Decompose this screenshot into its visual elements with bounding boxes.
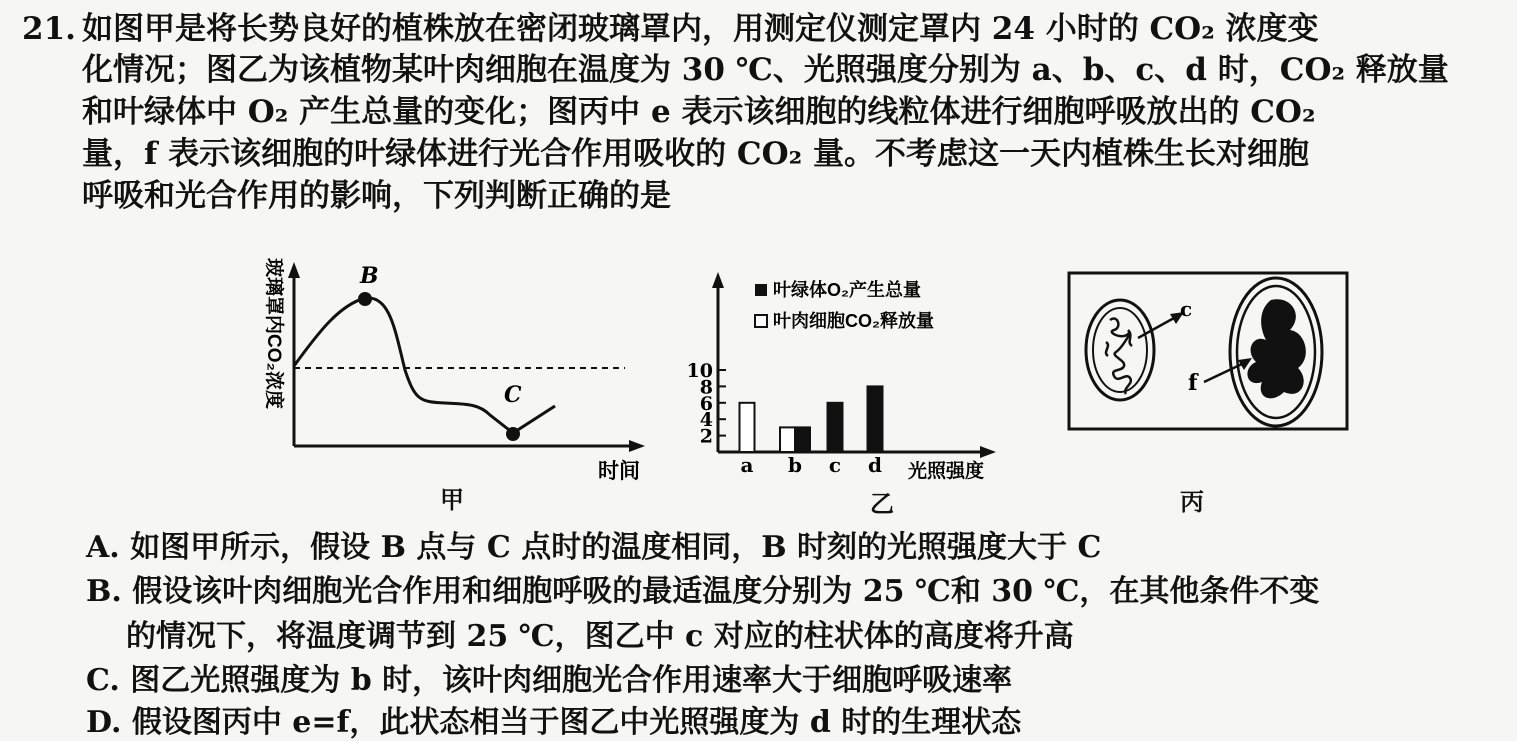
question-number: 21. — [22, 11, 76, 47]
stem-line-4: 量，f 表示该细胞的叶绿体进行光合作用吸收的 CO₂ 量。不考虑这一天内植株生长对细胞 — [82, 136, 1309, 172]
jia-xlabel: 时间 — [598, 458, 640, 483]
option-d-text: 假设图丙中 e=f，此状态相当于图乙中光照强度为 d 时的生理状态 — [131, 705, 1022, 740]
option-c-text: 图乙光照强度为 b 时，该叶肉细胞光合作用速率大于细胞呼吸速率 — [130, 663, 1013, 698]
figure-yi — [686, 262, 1020, 492]
yi-y-tick-label: 10 — [686, 360, 713, 382]
yi-category-label-d: d — [868, 453, 882, 477]
option-a — [86, 522, 1101, 566]
yi-y-tick-label: 4 — [699, 409, 713, 432]
option-c-letter: C. — [86, 663, 120, 698]
yi-bar-total-b — [795, 427, 810, 452]
yi-bar-total-d — [868, 386, 883, 452]
yi-bar-release-b — [780, 427, 795, 452]
option-a-letter: A. — [86, 530, 120, 565]
yi-caption: 乙 — [870, 489, 894, 518]
stem-line-3: 和叶绿体中 O₂ 产生总量的变化；图丙中 e 表示该细胞的线粒体进行细胞呼吸放出的 CO₂ — [82, 94, 1316, 130]
jia-point-c-label: C — [504, 382, 522, 408]
option-a-text: 如图甲所示，假设 B 点与 C 点时的温度相同，B 时刻的光照强度大于 C — [130, 530, 1102, 565]
figure-bing — [1066, 270, 1352, 434]
yi-y-tick-label: 6 — [699, 392, 713, 415]
mitochondrion-cristae — [1106, 319, 1132, 394]
yi-y-tick-label: 2 — [699, 425, 713, 448]
option-c — [86, 655, 1012, 699]
yi-y-arrow — [712, 272, 724, 288]
jia-y-arrow — [288, 262, 300, 278]
yi-x-arrow — [980, 446, 996, 458]
stem-line-1: 如图甲是将长势良好的植株放在密闭玻璃罩内，用测定仪测定罩内 24 小时的 CO₂ 浓度变 — [82, 11, 1319, 47]
stem-line-5: 呼吸和光合作用的影响，下列判断正确的是 — [82, 178, 671, 214]
yi-category-label-a: a — [740, 453, 754, 477]
jia-point-c-dot — [506, 427, 520, 441]
yi-legend-total-label: 叶绿体O₂产生总量 — [773, 280, 921, 300]
jia-point-b-dot — [358, 292, 372, 306]
jia-ylabel: 玻璃罩内CO₂浓度 — [263, 258, 284, 409]
option-b — [86, 566, 1319, 610]
arrow-f — [1204, 364, 1242, 382]
bing-label-f: f — [1188, 370, 1198, 396]
jia-caption: 甲 — [440, 485, 464, 514]
option-b-text-line2: 的情况下，将温度调节到 25 ℃，图乙中 c 对应的柱状体的高度将升高 — [126, 619, 1074, 654]
yi-legend-total-swatch — [755, 284, 767, 296]
stem-line-2: 化情况；图乙为该植物某叶肉细胞在温度为 30 ℃、光照强度分别为 a、b、c、d 时，CO₂ 释放量 — [82, 52, 1449, 88]
yi-bar-release-a — [740, 403, 755, 452]
option-b-letter: B. — [86, 574, 122, 609]
option-b-text: 假设该叶肉细胞光合作用和细胞呼吸的最适温度分别为 25 ℃和 30 ℃，在其他条件不变 — [132, 574, 1320, 609]
yi-bar-total-c — [828, 403, 843, 452]
yi-legend-release-swatch — [755, 315, 767, 327]
option-b-continued — [126, 611, 1074, 655]
bing-caption: 丙 — [1180, 487, 1204, 516]
jia-co2-curve — [294, 298, 555, 433]
yi-category-label-b: b — [788, 453, 802, 477]
figure-jia — [240, 250, 660, 500]
option-d — [86, 697, 1021, 741]
chloroplast-thylakoid — [1247, 299, 1305, 398]
yi-xlabel: 光照强度 — [908, 461, 985, 482]
yi-category-label-c: c — [828, 453, 842, 477]
yi-legend-release-label: 叶肉细胞CO₂释放量 — [773, 311, 934, 331]
option-d-letter: D. — [86, 705, 122, 740]
yi-y-tick-label: 8 — [699, 376, 713, 399]
bing-label-c: c — [1180, 297, 1193, 321]
jia-point-b-label: B — [360, 263, 379, 289]
jia-x-arrow — [629, 440, 645, 452]
